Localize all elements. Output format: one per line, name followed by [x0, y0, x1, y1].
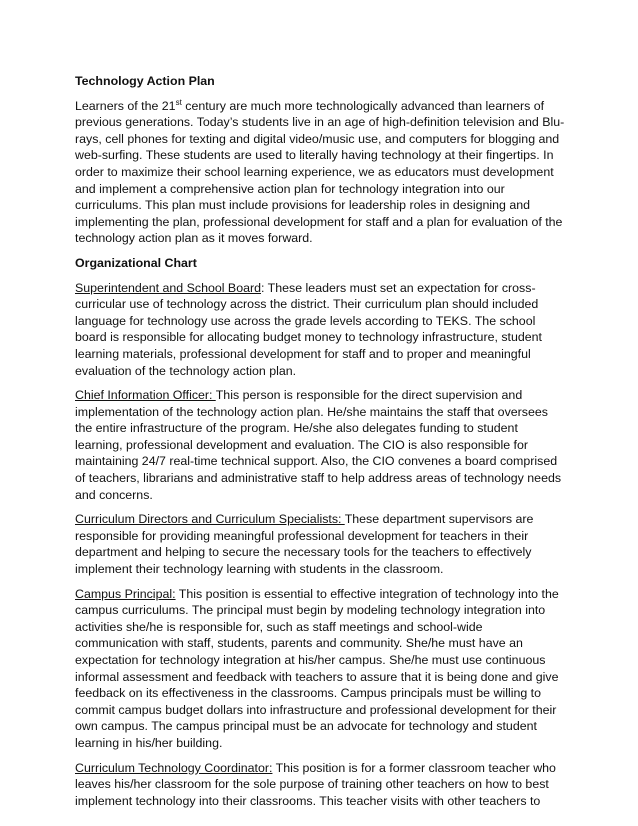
role-paragraph-curriculum-directors — [75, 511, 565, 577]
role-title: Curriculum Technology Coordinator: — [75, 760, 273, 775]
role-title: Superintendent and School Board — [75, 280, 261, 295]
intro-text: century are much more technologically advanced than learners of previous generations. Today’s students live in an age of high-definition television and Blu-rays, cell phones for texting and digital video/music use, and computers for blogging and web-surfing. These students are used to literally having technology at their fingertips. In order to maximize their school learning experience, we as educators must development and implement a comprehensive action plan for technology integration into our curriculums. This plan must include provisions for leadership roles in designing and implementing the plan, professional development for staff and a plan for evaluation of the technology action plan as it moves forward. — [75, 98, 565, 246]
role-description: These leaders must set an expectation for cross-curricular use of technology across the district. Their curriculum plan should included language for technology use across the grade levels according to TEKS. The school board is responsible for allocating budget money to technology infrastructure, student learning materials, professional development for staff and to proper and meaningful evaluation of the technology action plan. — [75, 280, 542, 378]
role-separator: : — [261, 280, 268, 295]
role-description: This person is responsible for the direct supervision and implementation of the technology action plan. He/she maintains the staff that oversees the entire infrastructure of the program. He/she also delegates funding to student learning, professional development and evaluation. The CIO is also responsible for maintaining 24/7 real-time technical support. Also, the CIO convenes a board comprised of teachers, librarians and administrative staff to help address areas of technology needs and concerns. — [75, 388, 562, 502]
document-title: Technology Action Plan — [75, 74, 215, 88]
role-paragraph-superintendent — [75, 280, 565, 380]
intro-superscript: st — [175, 97, 182, 107]
role-description: This position is for a former classroom teacher who leaves his/her classroom for the sole purpose of training other teachers on how to best implement technology into their classrooms. This teacher visits with other teachers to — [75, 760, 556, 808]
role-description: This position is essential to effective integration of technology into the campus curriculums. The principal must begin by modeling technology integration into activities she/he is responsible for, such as staff meetings and school-wide communication with staff, students, parents and community. She/he must have an expectation for technology integration at his/her campus. She/he must use continuous informal assessment and feedback with teachers to assure that it is being done and give feedback on its effectiveness in the classrooms. Campus principals must be willing to commit campus budget dollars into infrastructure and professional development for their own campus. The campus principal must be an advocate for technology and student learning in his/her building. — [75, 586, 559, 750]
role-title: Chief Information Officer: — [75, 388, 216, 403]
role-paragraph-technology-coordinator — [75, 760, 565, 810]
role-paragraph-cio — [75, 387, 565, 503]
role-title: Campus Principal: — [75, 586, 176, 601]
role-title: Curriculum Directors and Curriculum Specialists: — [75, 512, 345, 527]
intro-paragraph — [75, 98, 565, 247]
role-description: These department supervisors are responsible for providing meaningful professional development for teachers in their department and helping to secure the necessary tools for the teachers to effectively implement their technology learning with students in the classroom. — [75, 512, 534, 577]
document-page — [75, 73, 565, 817]
section-heading: Organizational Chart — [75, 255, 197, 270]
intro-prefix: Learners of the 21 — [75, 98, 176, 113]
role-paragraph-campus-principal — [75, 586, 565, 752]
